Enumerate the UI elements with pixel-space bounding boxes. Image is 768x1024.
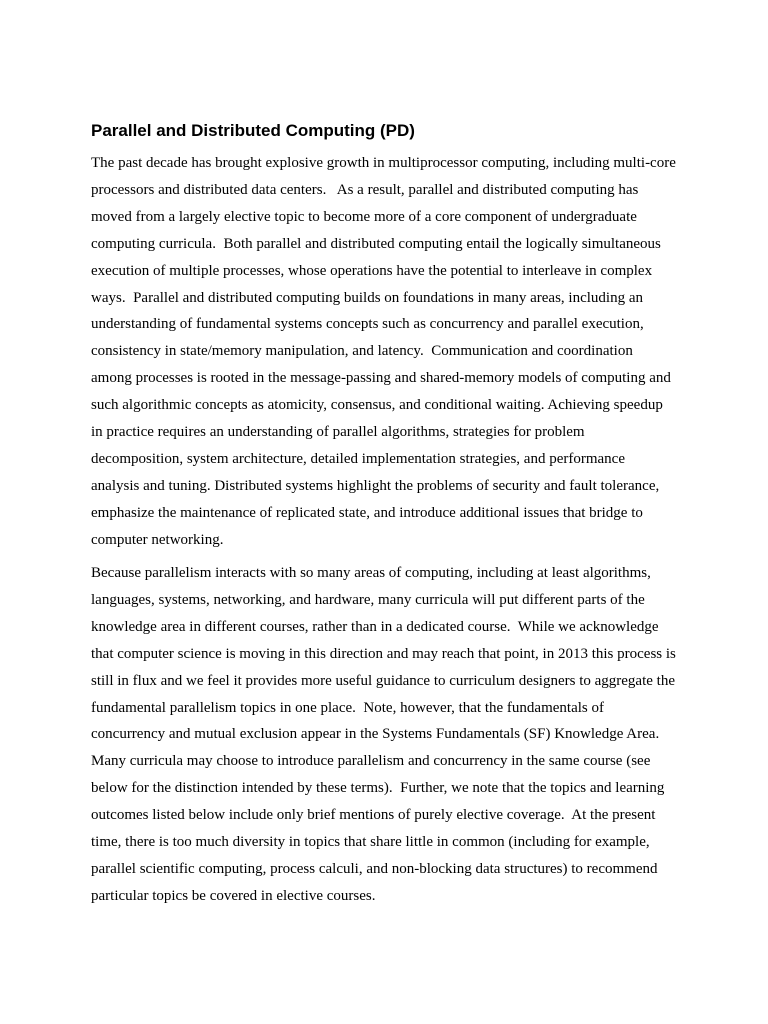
paragraph-line: knowledge area in different courses, rather than in a dedicated course. While we acknowledge	[91, 618, 659, 635]
paragraph-line: analysis and tuning. Distributed systems highlight the problems of security and fault tolerance,	[91, 477, 660, 494]
paragraph-line: decomposition, system architecture, detailed implementation strategies, and performance	[91, 450, 625, 467]
section-heading: Parallel and Distributed Computing (PD)	[91, 121, 415, 140]
paragraph-line: time, there is too much diversity in topics that share little in common (including for example,	[91, 834, 650, 851]
paragraph-line: that computer science is moving in this direction and may reach that point, in 2013 this process is	[91, 645, 676, 662]
paragraph-line: languages, systems, networking, and hardware, many curricula will put different parts of the	[91, 591, 645, 608]
paragraph-line: understanding of fundamental systems concepts such as concurrency and parallel execution,	[91, 316, 644, 333]
body-paragraph	[91, 560, 676, 910]
paragraph-line: particular topics be covered in elective courses.	[91, 887, 376, 904]
paragraph-line: moved from a largely elective topic to become more of a core component of undergraduate	[91, 208, 637, 225]
paragraph-line: such algorithmic concepts as atomicity, consensus, and conditional waiting. Achieving speedup	[91, 397, 663, 414]
paragraph-line: still in flux and we feel it provides more useful guidance to curriculum designers to aggregate the	[91, 672, 675, 689]
paragraph-line: outcomes listed below include only brief mentions of purely elective coverage. At the present	[91, 807, 656, 824]
paragraph-line: computer networking.	[91, 531, 224, 548]
paragraph-line: in practice requires an understanding of parallel algorithms, strategies for problem	[91, 424, 585, 441]
paragraph-line: processors and distributed data centers. As a result, parallel and distributed computing has	[91, 181, 639, 198]
paragraph-line: consistency in state/memory manipulation, and latency. Communication and coordination	[91, 343, 633, 360]
body-paragraph	[91, 150, 676, 554]
paragraph-line: emphasize the maintenance of replicated state, and introduce additional issues that bridge to	[91, 504, 643, 521]
paragraph-line: concurrency and mutual exclusion appear in the Systems Fundamentals (SF) Knowledge Area.	[91, 726, 660, 743]
paragraph-line: Because parallelism interacts with so many areas of computing, including at least algorithms,	[91, 565, 651, 581]
paragraph-line: below for the distinction intended by these terms). Further, we note that the topics and learning	[91, 780, 665, 797]
paragraph-line: parallel scientific computing, process calculi, and non-blocking data structures) to recommend	[91, 860, 658, 877]
paragraph-line: execution of multiple processes, whose operations have the potential to interleave in complex	[91, 262, 653, 279]
paragraph-line: fundamental parallelism topics in one place. Note, however, that the fundamentals of	[91, 699, 604, 716]
paragraph-line: ways. Parallel and distributed computing builds on foundations in many areas, including an	[91, 289, 643, 306]
paragraph-line: Many curricula may choose to introduce parallelism and concurrency in the same course (see	[91, 753, 651, 770]
paragraph-line: The past decade has brought explosive growth in multiprocessor computing, including multi-core	[91, 155, 676, 171]
paragraph-line: computing curricula. Both parallel and distributed computing entail the logically simultaneous	[91, 235, 661, 252]
paragraph-line: among processes is rooted in the message-passing and shared-memory models of computing and	[91, 370, 671, 387]
